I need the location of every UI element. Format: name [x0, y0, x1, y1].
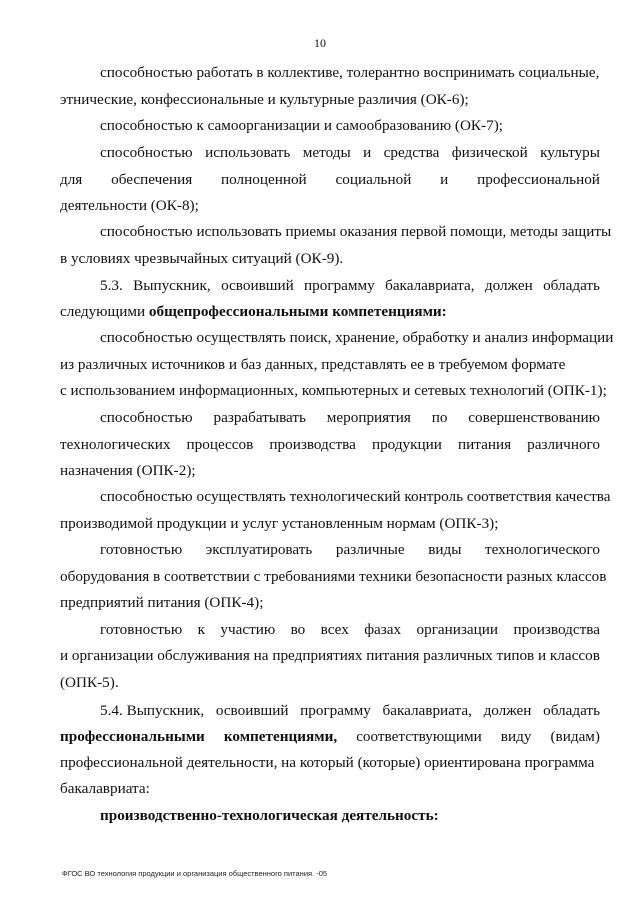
word: (видам)	[550, 728, 600, 745]
text-line: этнические, конфессиональные и культурные различия (ОК-6);	[60, 91, 469, 108]
word: для	[60, 171, 83, 188]
word: Выпускник,	[133, 277, 211, 294]
text-line: и организации обслуживания на предприятиях питания различных типов и классов	[60, 647, 600, 664]
page-footer: ФГОС ВО технология продукции и организация общественного питания. -05	[62, 869, 328, 878]
justified-line	[100, 144, 600, 162]
word: производства	[513, 621, 600, 638]
word: должен	[484, 277, 533, 294]
text-line: в условиях чрезвычайных ситуаций (ОК-9).	[60, 250, 344, 267]
section-heading: производственно-технологическая деятельность:	[100, 807, 439, 824]
word: и	[363, 144, 372, 161]
text-line: способностью к самоорганизации и самообразованию (ОК-7);	[100, 117, 503, 134]
word: разрабатывать	[213, 409, 306, 426]
word: процессов	[186, 436, 254, 453]
word: должен	[483, 702, 532, 719]
text-line: способностью использовать приемы оказания первой помощи, методы защиты	[100, 223, 612, 240]
text-line: бакалавриата:	[60, 780, 150, 797]
word: социальной	[335, 171, 412, 188]
word: во	[290, 621, 306, 638]
justified-line	[60, 436, 600, 454]
text-line: из различных источников и баз данных, представлять ее в требуемом формате	[60, 356, 566, 373]
word: совершенствованию	[468, 409, 600, 426]
text-line: с использованием информационных, компьютерных и сетевых технологий (ОПК-1);	[60, 382, 607, 399]
word: различные	[335, 541, 405, 558]
word: обеспечения	[111, 171, 193, 188]
word: технологического	[485, 541, 600, 558]
word: бакалавриата,	[385, 277, 475, 294]
word: питания	[458, 436, 512, 453]
bold-heading: общепрофессиональными компетенциями:	[148, 303, 447, 320]
word: способностью	[100, 144, 193, 161]
plain-text: следующими	[60, 303, 149, 320]
text-line: производимой продукции и услуг установленным нормам (ОПК-3);	[60, 515, 499, 532]
word: виду	[500, 728, 532, 745]
word: мероприятия	[326, 409, 411, 426]
word: культуры	[540, 144, 600, 161]
word: профессиональной	[477, 171, 600, 188]
word: 5.4. Выпускник,	[100, 702, 205, 719]
text-line: оборудования в соответствии с требованиями техники безопасности разных классов	[60, 568, 607, 585]
text-line: профессиональной деятельности, на который (которые) ориентирована программа	[60, 754, 595, 771]
justified-line	[60, 728, 600, 746]
word: способностью	[100, 409, 193, 426]
word: участию	[220, 621, 276, 638]
word: продукции	[371, 436, 442, 453]
bold-word: компетенциями,	[223, 728, 338, 745]
word: готовностью	[100, 541, 183, 558]
text-line: (ОПК-5).	[60, 674, 119, 691]
word: освоивший	[221, 277, 294, 294]
word: эксплуатировать	[205, 541, 313, 558]
text-line: назначения (ОПК-2);	[60, 462, 196, 479]
word: обладать	[543, 277, 600, 294]
word: использовать	[205, 144, 291, 161]
justified-line	[100, 409, 600, 427]
text-line	[60, 303, 447, 321]
justified-line	[100, 277, 600, 295]
word: 5.3.	[100, 277, 123, 294]
word: и	[440, 171, 449, 188]
text-line: способностью осуществлять технологический контроль соответствия качества	[100, 488, 611, 505]
word: средства	[383, 144, 440, 161]
word: виды	[428, 541, 462, 558]
word: организации	[416, 621, 499, 638]
word: бакалавриата,	[382, 702, 472, 719]
word: соответствующими	[356, 728, 482, 745]
word: обладать	[543, 702, 600, 719]
justified-line	[60, 171, 600, 189]
text-line: предприятий питания (ОПК-4);	[60, 594, 264, 611]
word: всех	[320, 621, 349, 638]
word: освоивший	[215, 702, 289, 719]
word: к	[197, 621, 205, 638]
word: технологических	[60, 436, 171, 453]
text-line: способностью работать в коллективе, толерантно воспринимать социальные,	[100, 64, 600, 81]
text-line: деятельности (ОК-8);	[60, 197, 199, 214]
word: различного	[527, 436, 600, 453]
word: производства	[269, 436, 356, 453]
justified-line	[100, 621, 600, 639]
word: программу	[300, 702, 371, 719]
justified-line	[100, 541, 600, 559]
word: физической	[451, 144, 528, 161]
word: готовностью	[100, 621, 183, 638]
word: программу	[304, 277, 375, 294]
word: полноценной	[221, 171, 307, 188]
page-number: 10	[314, 36, 326, 50]
word: методы	[302, 144, 351, 161]
justified-line	[100, 702, 600, 720]
word: фазах	[364, 621, 402, 638]
word: по	[431, 409, 448, 426]
text-line: способностью осуществлять поиск, хранение, обработку и анализ информации	[100, 329, 614, 346]
bold-word: профессиональными	[60, 728, 205, 745]
